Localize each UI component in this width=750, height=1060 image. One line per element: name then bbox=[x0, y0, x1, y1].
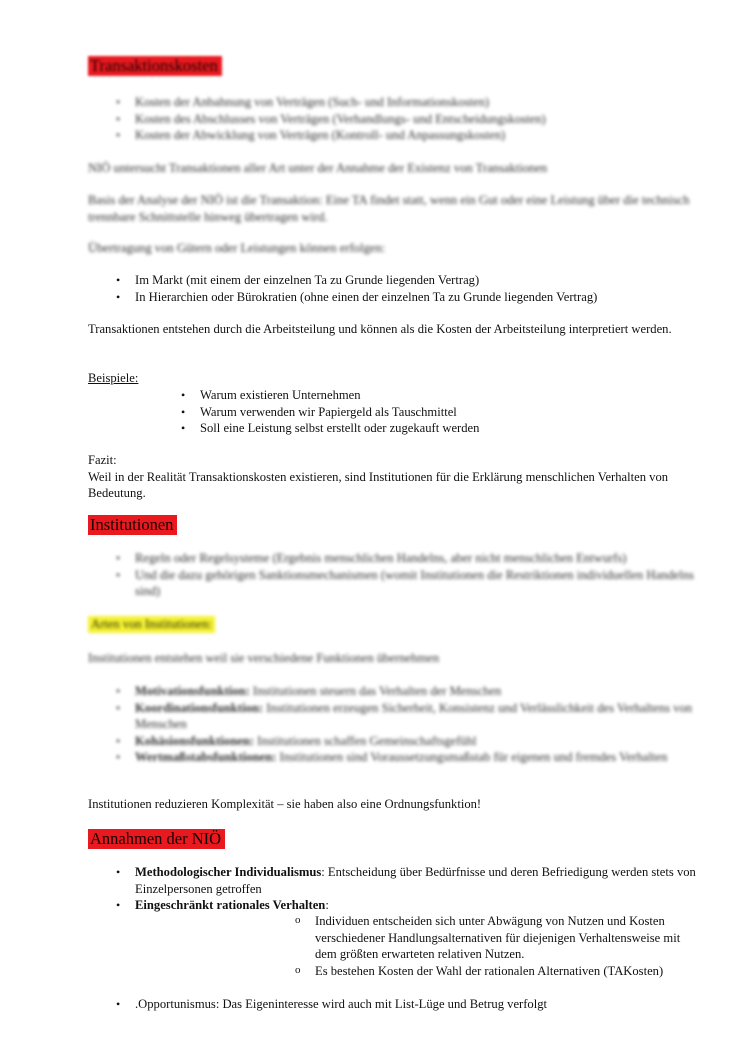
assumption-text: : Entscheidung über Bedürfnisse und deren Befriedigung werden stets von Einzelpersonen getroffen bbox=[135, 865, 696, 896]
list-item bbox=[135, 897, 710, 914]
list-item: • Warum existieren Unternehmen bbox=[200, 387, 680, 404]
examples-list bbox=[200, 387, 680, 437]
paragraph-text: Institutionen entstehen weil sie verschiedene Funktionen übernehmen bbox=[88, 651, 440, 665]
assumption-text: : bbox=[325, 898, 329, 912]
paragraph-text: NIÖ untersucht Transaktionen aller Art unter der Annahme der Existenz von Transaktionen bbox=[88, 161, 548, 175]
list-item: • Regeln oder Regelsysteme (Ergebnis menschlichen Handelns, aber nicht menschlichen Entwurfs) bbox=[135, 550, 700, 567]
transfer-list bbox=[135, 272, 715, 305]
function-text: Institutionen schaffen Gemeinschaftsgefühl bbox=[253, 733, 477, 748]
list-item: • .Opportunismus: Das Eigeninteresse wird auch mit List-Lüge und Betrug verfolgt bbox=[135, 996, 710, 1013]
section-heading: Transaktionskosten bbox=[88, 56, 222, 76]
function-term: Kohäsionsfunktionen: bbox=[135, 733, 254, 748]
paragraph-text: Institutionen reduzieren Komplexität – sie haben also eine Ordnungsfunktion! bbox=[88, 797, 482, 811]
list-item bbox=[135, 733, 700, 750]
paragraph-text: Transaktionen entstehen durch die Arbeitsteilung und können als die Kosten der Arbeitsteilung interpretiert werden. bbox=[88, 322, 672, 336]
list-item: • Warum verwenden wir Papiergeld als Tauschmittel bbox=[200, 404, 680, 421]
list-item bbox=[135, 700, 700, 733]
function-text: Institutionen steuern das Verhalten der Menschen bbox=[249, 684, 502, 698]
paragraph bbox=[88, 321, 713, 338]
functions-list bbox=[135, 683, 700, 766]
paragraph bbox=[88, 160, 708, 177]
paragraph bbox=[88, 650, 708, 667]
function-text: Institutionen erzeugen Sicherheit, Konsistenz und Verlässlichkeit des Verhaltens von Menschen bbox=[135, 700, 693, 731]
section-heading: Annahmen der NIÖ bbox=[88, 829, 225, 849]
heading-transaktionskosten bbox=[88, 56, 708, 76]
sub-heading bbox=[88, 616, 708, 633]
fazit-text: Weil in der Realität Transaktionskosten existieren, sind Institutionen für die Erklärung menschlichen Verhalten von Bedeutung. bbox=[88, 469, 669, 500]
section-heading: Institutionen bbox=[88, 515, 177, 535]
sub-list-item: o Es bestehen Kosten der Wahl der rationalen Alternativen (TAKosten) bbox=[315, 963, 705, 980]
sub-list-item: o Individuen entscheiden sich unter Abwägung von Nutzen und Kosten verschiedener Handlungsalternativen für diejenigen Verhaltensweise mit dem größten erwarteten relativen Nutzen. bbox=[315, 913, 705, 963]
paragraph bbox=[88, 192, 708, 225]
assumption-term: Eingeschränkt rationales Verhalten bbox=[135, 898, 326, 912]
paragraph bbox=[88, 796, 708, 813]
list-item bbox=[135, 749, 700, 766]
list-item: • Kosten der Abwicklung von Verträgen (Kontroll- und Anpassungskosten) bbox=[135, 127, 695, 144]
fazit-label: Fazit: bbox=[88, 453, 117, 467]
list-item: • In Hierarchien oder Bürokratien (ohne einen der einzelnen Ta zu Grunde liegenden Vertrag) bbox=[135, 289, 715, 306]
assumption-term: Methodologischer Individualismus bbox=[135, 865, 322, 879]
heading-institutionen bbox=[88, 515, 708, 535]
paragraph-text: Übertragung von Gütern oder Leistungen können erfolgen: bbox=[88, 241, 386, 255]
list-item: • Und die dazu gehörigen Sanktionsmechanismen (womit Institutionen die Restriktionen individuellen Handelns sind) bbox=[135, 567, 700, 600]
list-item: • Kosten der Anbahnung von Verträgen (Such- und Informationskosten) bbox=[135, 94, 695, 111]
sub-heading-text: Arten von Institutionen: bbox=[88, 616, 215, 633]
function-term: Motivationsfunktion: bbox=[135, 684, 250, 698]
paragraph bbox=[88, 240, 708, 257]
opportunism-list bbox=[135, 996, 710, 1013]
list-item: • Soll eine Leistung selbst erstellt oder zugekauft werden bbox=[200, 420, 680, 437]
transaction-cost-list bbox=[135, 94, 695, 144]
function-term: Wertmaßstabsfunktionen: bbox=[135, 750, 277, 764]
heading-annahmen bbox=[88, 829, 708, 849]
list-item: • Kosten des Abschlusses von Verträgen (Verhandlungs- und Entscheidungskosten) bbox=[135, 111, 695, 128]
function-text: Institutionen sind Voraussetzungsmaßstab für eigenen und fremdes Verhalten bbox=[276, 750, 668, 764]
examples-label-text: Beispiele: bbox=[88, 371, 139, 385]
list-item bbox=[135, 683, 700, 700]
function-term: Koordinationsfunktion: bbox=[135, 700, 264, 715]
list-item bbox=[135, 864, 710, 897]
assumptions-list bbox=[135, 864, 710, 914]
examples-label bbox=[88, 370, 708, 387]
rationality-sublist bbox=[315, 913, 705, 979]
institution-definition-list bbox=[135, 550, 700, 600]
fazit bbox=[88, 452, 688, 502]
paragraph-text: Basis der Analyse der NIÖ ist die Transaktion: Eine TA findet statt, wenn ein Gut oder eine Leistung über die technisch trennbare Schnittstelle hinweg übertragen wird. bbox=[88, 193, 690, 224]
list-item: • Im Markt (mit einem der einzelnen Ta zu Grunde liegenden Vertrag) bbox=[135, 272, 715, 289]
